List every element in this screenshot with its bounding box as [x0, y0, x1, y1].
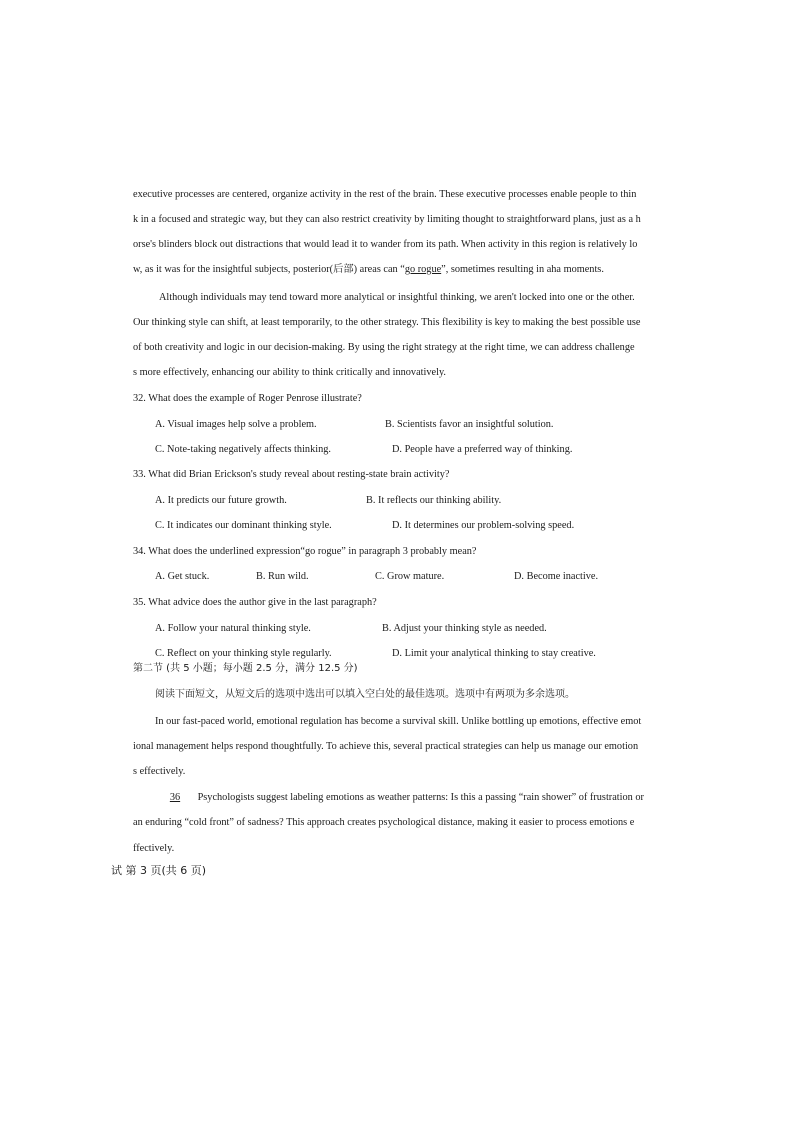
passage-line: s more effectively, enhancing our ability to think critically and innovatively.: [133, 367, 447, 378]
page-footer: 试 第 3 页(共 6 页): [111, 864, 207, 877]
option-35-c: C. Reflect on your thinking style regularly.: [155, 648, 332, 659]
passage-line: Although individuals may tend toward more analytical or insightful thinking, we aren't locked into one or the other.: [159, 292, 635, 303]
option-33-c: C. It indicates our dominant thinking style.: [155, 520, 332, 531]
question-stem-34: 34. What does the underlined expression“go rogue” in paragraph 3 probably mean?: [133, 546, 477, 557]
option-32-a: A. Visual images help solve a problem.: [155, 419, 317, 430]
option-34-d: D. Become inactive.: [514, 571, 599, 582]
passage-line: an enduring “cold front” of sadness? This approach creates psychological distance, making it easier to process emotions e: [133, 817, 635, 828]
question-stem-32: 32. What does the example of Roger Penrose illustrate?: [133, 393, 362, 404]
passage-line: s effectively.: [133, 766, 186, 777]
option-35-d: D. Limit your analytical thinking to stay creative.: [392, 648, 596, 659]
passage-line: ffectively.: [133, 843, 175, 854]
section-heading: 第二节 (共 5 小题；每小题 2.5 分，满分 12.5 分): [133, 663, 358, 674]
option-34-a: A. Get stuck.: [155, 571, 210, 582]
passage-line: [133, 263, 604, 277]
underlined-expression: go rogue: [404, 264, 442, 275]
passage-line: [155, 791, 644, 805]
passage-line: orse's blinders block out distractions that would lead it to wander from its path. When activity in this region is relatively lo: [133, 239, 638, 250]
passage-text: w, as it was for the insightful subjects, posterior(后部) areas can “: [133, 264, 405, 275]
section-instruction: 阅读下面短文，从短文后的选项中选出可以填入空白处的最佳选项。选项中有两项为多余选项。: [155, 689, 575, 700]
blank-36: 36: [169, 792, 181, 803]
question-stem-35: 35. What advice does the author give in the last paragraph?: [133, 597, 377, 608]
passage-line: Our thinking style can shift, at least temporarily, to the other strategy. This flexibility is key to making the best possible use: [133, 317, 641, 328]
passage-line: ional management helps respond thoughtfully. To achieve this, several practical strategies can help us manage our emotion: [133, 741, 639, 752]
option-35-b: B. Adjust your thinking style as needed.: [382, 623, 547, 634]
option-32-c: C. Note-taking negatively affects thinking.: [155, 444, 331, 455]
question-stem-33: 33. What did Brian Erickson's study reveal about resting-state brain activity?: [133, 469, 450, 480]
passage-line: In our fast-paced world, emotional regulation has become a survival skill. Unlike bottling up emotions, effective emot: [155, 716, 642, 727]
passage-text: Psychologists suggest labeling emotions as weather patterns: Is this a passing “rain shower” of frustration or: [195, 792, 644, 803]
passage-line: executive processes are centered, organize activity in the rest of the brain. These executive processes enable people to thin: [133, 189, 637, 200]
option-35-a: A. Follow your natural thinking style.: [155, 623, 311, 634]
passage-line: k in a focused and strategic way, but they can also restrict creativity by limiting thought to straightforward plans, just as a h: [133, 214, 641, 225]
option-34-c: C. Grow mature.: [375, 571, 445, 582]
option-32-d: D. People have a preferred way of thinking.: [392, 444, 573, 455]
option-33-d: D. It determines our problem-solving speed.: [392, 520, 575, 531]
passage-line: of both creativity and logic in our decision-making. By using the right strategy at the right time, we can address challenge: [133, 342, 635, 353]
option-34-b: B. Run wild.: [256, 571, 309, 582]
passage-text: ”, sometimes resulting in aha moments.: [441, 264, 604, 275]
option-33-b: B. It reflects our thinking ability.: [366, 495, 502, 506]
option-32-b: B. Scientists favor an insightful solution.: [385, 419, 554, 430]
option-33-a: A. It predicts our future growth.: [155, 495, 287, 506]
